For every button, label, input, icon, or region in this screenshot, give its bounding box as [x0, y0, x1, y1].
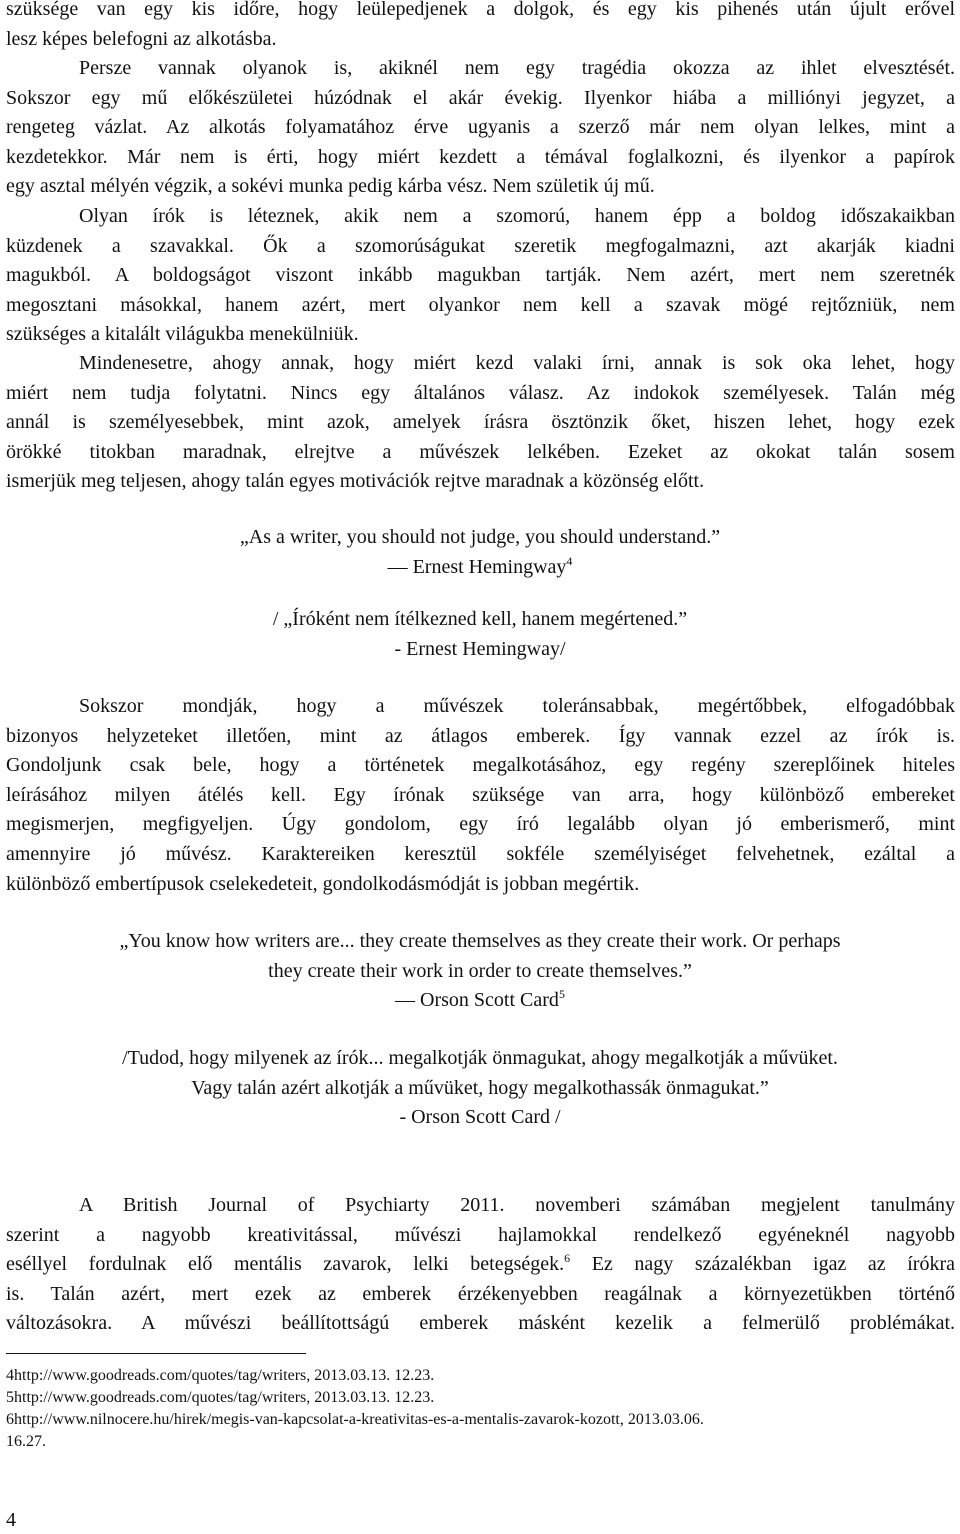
text-line: leírásához milyen átélés kell. Egy írónak szüksége van arra, hogy különböző embereket: [6, 783, 955, 806]
footnote-ref: 5: [558, 987, 565, 1002]
quote-hemingway-translation: [0, 605, 960, 664]
text-line: megosztani másokkal, hanem azért, mert olyankor nem kell a szavak mögé rejtőzniük, nem: [6, 293, 955, 316]
text-line: változásokra. A művészi beállítottságú emberek másként kezelik a felmerülő problémákat.: [6, 1312, 955, 1335]
quote-text: / „Íróként nem ítélkezned kell, hanem megértened.”: [272, 608, 688, 630]
text-line: küzdenek a szavakkal. Ők a szomorúságukat szeretik megfogalmazni, azt akarják kiadni: [6, 234, 955, 257]
text-line: Olyan írók is léteznek, akik nem a szomorú, hanem épp a boldog időszakaikban: [79, 205, 955, 227]
text-line: bizonyos helyzeteket illetően, mint az átlagos emberek. Így vannak ezzel az írók is.: [6, 724, 955, 747]
quote-text: they create their work in order to create themselves.”: [268, 959, 692, 982]
footnote: 4http://www.goodreads.com/quotes/tag/writers, 2013.03.13. 12.23.: [6, 1367, 435, 1384]
quote-hemingway: [0, 523, 960, 582]
paragraph-4: [6, 349, 955, 497]
text-line: magukból. A boldogságot viszont inkább magukban tartják. Nem azért, mert nem szeretnék: [6, 264, 955, 287]
text-line: megismerjen, megfigyeljen. Úgy gondolom, egy író legalább olyan jó emberismerő, mint: [6, 813, 955, 836]
text-line: különböző embertípusok cselekedeteit, gondolkodásmódját is jobban megértik.: [6, 872, 640, 895]
footnote-separator: [6, 1353, 306, 1354]
text-line: Sokszor egy mű előkészületei húzódnak el akár évekig. Ilyenkor hiába a milliónyi jegyzet, a: [6, 86, 955, 109]
quote-author: ― Orson Scott Card$^5$: [395, 987, 565, 1012]
quote-text: „You know how writers are... they create themselves as they create their work. Or perhaps: [119, 930, 841, 952]
text-line: is. Talán azért, mert ezek az emberek érzékenyebben reagálnak a környezetükben történő: [6, 1282, 955, 1305]
paragraph-3: [6, 202, 955, 350]
footnotes: [6, 1365, 955, 1453]
page-number: 4: [6, 1509, 16, 1531]
text-line: Sokszor mondják, hogy a művészek toleránsabbak, megértőbbek, elfogadóbbak: [79, 695, 955, 717]
paragraph-6: [6, 1191, 955, 1339]
quote-text: /Tudod, hogy milyenek az írók... megalkotják önmagukat, ahogy megalkotják a művüket.: [122, 1047, 838, 1069]
text-line: eséllyel fordulnak elő mentális zavarok, lelki betegségek.$^6$ Ez nagy százalékban igaz az írókra: [6, 1251, 956, 1276]
text-line: miért nem tudja folytatni. Nincs egy általános válasz. Az indokok személyesek. Talán még: [6, 381, 955, 404]
footnote: 16.27.: [6, 1433, 46, 1450]
text-line: szerint a nagyobb kreativitással, művészi hajlamokkal rendelkező egyéneknél nagyobb: [6, 1223, 955, 1246]
quote-author: ― Ernest Hemingway$^4$: [387, 553, 573, 578]
text-line: kezdetekkor. Már nem is érti, hogy miért kezdett a témával foglalkozni, és ilyenkor a papírok: [6, 145, 955, 168]
text-line: A British Journal of Psychiarty 2011. novemberi számában megjelent tanulmány: [79, 1194, 955, 1216]
footnote: 6http://www.nilnocere.hu/hirek/megis-van-kapcsolat-a-kreativitas-es-a-mentalis-zavarok-kozott, 2013.03.06.: [6, 1411, 704, 1428]
quote-text: Vagy talán azért alkotják a művüket, hogy megalkothassák önmagukat.”: [191, 1076, 769, 1099]
footnote: 5http://www.goodreads.com/quotes/tag/writers, 2013.03.13. 12.23.: [6, 1389, 435, 1406]
paragraph-5: [6, 692, 955, 899]
footnote-ref: 6: [564, 1251, 571, 1266]
paragraph-2: [6, 54, 955, 202]
text-line: Gondoljunk csak bele, hogy a történetek megalkotásához, egy regény szereplőinek hiteles: [6, 754, 955, 777]
footnote-ref: 4: [566, 553, 573, 568]
text-line: amennyire jó művész. Karaktereiken keresztül sokféle személyiséget felvehetnek, ezáltal a: [6, 842, 955, 865]
text-line: rengeteg vázlat. Az alkotás folyamatához érve ugyanis a szerző már nem olyan lelkes, mint a: [6, 116, 955, 139]
quote-card: [0, 927, 960, 1016]
text-line: annál is személyesebbek, mint azok, amelyek írásra ösztönzik őket, hiszen lehet, hogy ezek: [6, 411, 955, 434]
text-line: szüksége van egy kis időre, hogy leülepedjenek a dolgok, és egy kis pihenés után újult erővel: [6, 0, 955, 20]
text-line: egy asztal mélyén végzik, a sokévi munka pedig kárba vész. Nem születik új mű.: [6, 175, 655, 198]
text-line: Persze vannak olyanok is, akiknél nem egy tragédia okozza az ihlet elvesztését.: [79, 57, 955, 79]
text-line: ismerjük meg teljesen, ahogy talán egyes motivációk rejtve maradnak a közönség előtt.: [6, 470, 705, 493]
paragraph-1: [6, 0, 955, 54]
quote-author: - Orson Scott Card /: [399, 1106, 561, 1129]
quote-author: - Ernest Hemingway/: [394, 637, 566, 660]
quote-card-translation: [0, 1044, 960, 1133]
text-line: szükséges a kitalált világukba menekülniük.: [6, 323, 359, 346]
text-line: lesz képes belefogni az alkotásba.: [6, 27, 277, 50]
text-line: Mindenesetre, ahogy annak, hogy miért kezd valaki írni, annak is sok oka lehet, hogy: [79, 352, 955, 374]
quote-text: „As a writer, you should not judge, you should understand.”: [239, 526, 721, 548]
text-line: örökké titokban maradnak, elrejtve a művészek lelkében. Ezeket az okokat talán sosem: [6, 440, 955, 463]
